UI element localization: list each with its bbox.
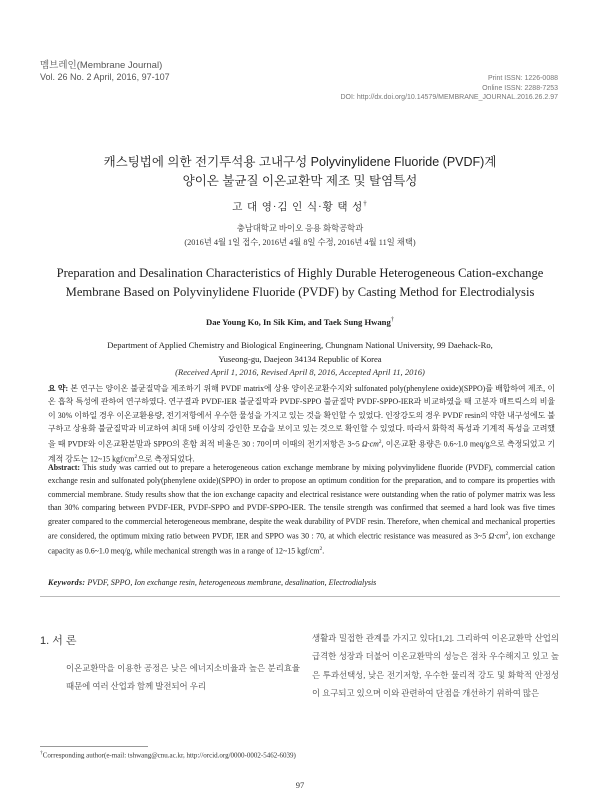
english-abstract-sup-1: 2 xyxy=(505,531,509,538)
english-title xyxy=(30,264,570,302)
english-abstract-unit: Ω·cm xyxy=(488,531,506,541)
korean-title-line-2: 양이온 불균질 이온교환막 제조 및 탈염특성 xyxy=(182,174,418,188)
english-abstract-text-2: , ion exchange capacity as 0.6~1.0 meq/g, while mechanical strength was in a range of 12~15 kgf/cm xyxy=(48,531,555,556)
korean-title xyxy=(30,153,570,191)
english-abstract-sup-2: 2 xyxy=(319,546,323,553)
corresponding-dagger-en: † xyxy=(390,316,394,323)
korean-abstract-text-2: , 이온교환 용량은 0.6~1.0 meq/g으로 측정되었고 기계적 강도는 12~15 kgf/cm xyxy=(48,439,555,464)
korean-abstract-sup-2: 2 xyxy=(134,453,138,460)
korean-abstract-sup-1: 2 xyxy=(378,438,382,445)
english-author-names: Dae Young Ko, In Sik Kim, and Taek Sung Hwang xyxy=(205,316,391,327)
korean-affiliation xyxy=(30,222,570,250)
online-issn: Online ISSN: 2288-7253 xyxy=(482,84,558,92)
keywords-label: Keywords: xyxy=(48,578,86,587)
corresponding-author-footnote xyxy=(40,750,296,759)
body-column-right: 생활과 밀접한 관계를 가지고 있다[1,2]. 그리하여 이온교환막 산업의 급격한 성장과 더불어 이온교환막의 성능은 점차 우수해지고 있고 높은 투과선택성, 낮은 전기저항, 우수한 물리적 강도 및 화학적 안정성이 요구되고 있으며 이와 관련하여 단점을 개선하기 위하여 많은 xyxy=(312,634,559,698)
korean-received-dates: (2016년 4월 1일 접수, 2016년 4월 8일 수정, 2016년 4월 11일 채택) xyxy=(184,238,416,247)
section-divider xyxy=(40,596,560,597)
korean-author-names: 고 대 영·김 인 식·황 택 성 xyxy=(232,202,364,213)
english-affiliation-line-2: Yuseong-gu, Daejeon 34134 Republic of Korea xyxy=(218,354,382,364)
english-affiliation-line-1: Department of Applied Chemistry and Biological Engineering, Chungnam National University, 99 Daehack-Ro, xyxy=(107,340,493,350)
publication-meta xyxy=(340,74,558,103)
english-abstract-label: Abstract: xyxy=(48,463,80,472)
keywords-text: PVDF, SPPO, Ion exchange resin, heterogeneous membrane, desalination, Electrodialysis xyxy=(85,578,377,587)
journal-volume: Vol. 26 No. 2 April, 2016, 97-107 xyxy=(40,72,170,82)
print-issn: Print ISSN: 1226-0088 xyxy=(487,75,558,82)
korean-title-line-1: 캐스팅법에 의한 전기투석용 고내구성 Polyvinylidene Fluoride (PVDF)계 xyxy=(103,155,497,169)
korean-authors xyxy=(30,199,570,214)
korean-abstract-text-1: 본 연구는 양이온 불균질막을 제조하기 위해 PVDF matrix에 상용 양이온교환수지와 sulfonated poly(phenylene oxide)(SPPO)를 배합하여 제조, 이온 흡착 특성에 관하여 연구하였다. 연구결과 PVDF-IER 불균질막과 PVDF-SPPO 불균질막 PVDF-SPPO-IER과 비교하였을 때 고분자 매트릭스의 비율이 30% 이하일 경우 이온교환용량, 전기저항에서 우수한 물성을 가지고 있는 것을 확인할 수 있었다. 인장강도의 경우 PVDF resin의 약한 내구성에도 불구하고 상용화 불균질막과 비교하여 최대 5배 이상의 강인한 모습을 보이고 있는 것으로 확인할 수 있었다. 따라서 화학적 특성과 기계적 특성을 고려했을 때 PVDF와 이온교환분말과 SPPO의 혼합 최적 비율은 30 : 70이며 이때의 전기저항은 3~5 xyxy=(48,384,555,449)
korean-abstract xyxy=(48,382,555,466)
english-received-dates: (Received April 1, 2016, Revised April 8, 2016, Accepted April 11, 2016) xyxy=(175,367,425,377)
journal-name: 멤브레인(Membrane Journal) xyxy=(40,60,163,71)
english-abstract-text-1: This study was carried out to prepare a heterogeneous cation exchange membrane by mixing polyvinylidene fluoride (PVDF), commercial cation exchange resin and sulfonated poly(phenylene oxide)(SPPO) in order to propose an optimum condition for the preparation, and to compare its properties with commercial membrane. Study results show that the ion exchange capacity and electrical resistance were outstanding when the ratio of polymer matrix was less than 30% comparing between PVDF-IER, PVDF-SPPO and PVDF-SPPO-IER. The tensile strength was confirmed that seemed a hard look was five times greater compared to the commercial heterogeneous membrane, despite the weak durability of PVDF resin. Therefore, when chemical and mechanical properties are considered, the optimum mixing ratio between PVDF, IER and SPPO was 30 : 70, at which electric resistance was measured as 3~5 xyxy=(48,463,555,541)
korean-affiliation-name: 충남대학교 바이오 응용 화학공학과 xyxy=(236,224,364,233)
footnote-text: Corresponding author(e-mail: tshwang@cnu.ac.kr, http://orcid.org/0000-0002-5462-6039) xyxy=(42,751,296,760)
footnote-divider xyxy=(40,746,148,747)
english-affiliation xyxy=(30,338,570,366)
korean-abstract-unit: Ω·cm xyxy=(361,439,379,449)
section-heading-introduction: 1. 서 론 xyxy=(40,635,77,647)
corresponding-dagger: † xyxy=(363,199,368,208)
english-title-line-1: Preparation and Desalination Characteristics of Highly Durable Heterogeneous Cation-exchange xyxy=(56,266,544,280)
body-column-left: 이온교환막을 이용한 공정은 낮은 에너지소비율과 높은 분리효율 때문에 여러 산업과 함께 발전되어 우리 xyxy=(66,664,300,692)
korean-abstract-label: 요 약: xyxy=(48,384,69,393)
english-title-line-2: Membrane Based on Polyvinylidene Fluoride (PVDF) by Casting Method for Electrodialysis xyxy=(65,285,535,299)
english-abstract-text-3: . xyxy=(322,546,325,556)
english-authors xyxy=(30,316,570,327)
korean-abstract-text-3: 으로 측정되었다. xyxy=(137,454,195,464)
doi[interactable]: DOI: http://dx.doi.org/10.14579/MEMBRANE_JOURNAL.2016.26.2.97 xyxy=(340,94,558,101)
keywords xyxy=(48,578,555,587)
page-number: 97 xyxy=(295,780,305,790)
english-abstract xyxy=(48,461,555,558)
footnote-dagger: † xyxy=(40,750,43,756)
